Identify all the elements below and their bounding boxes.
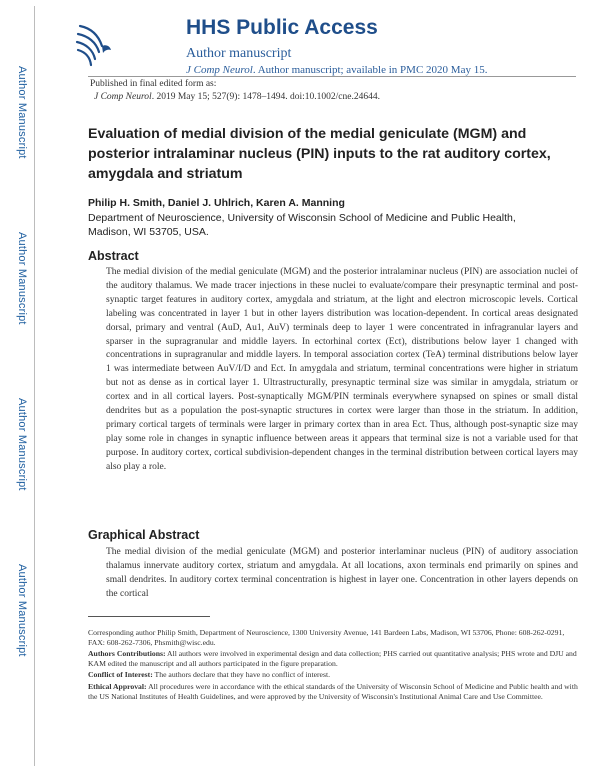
contributions-label: Authors Contributions: [88, 649, 166, 659]
author-contributions-note [88, 649, 580, 668]
graphical-abstract-text: The medial division of the medial geniculate (MGM) and posterior interlaminar nucleus (PIN) of auditory association thalamus innervate auditory cortex, striatum and amygdala. At all locations, axon terminals end primarily on spines and small dendrites. In auditory cortex terminal concentration is highest in layer one. Concentration in other layers depends on the cortical [106, 547, 578, 599]
ethical-approval-note [88, 682, 580, 701]
conflict-text: The authors declare that they have no conflict of interest. [152, 670, 331, 680]
article-title: Evaluation of medial division of the medial geniculate (MGM) and posterior intralaminar nucleus (PIN) inputs to the rat auditory cortex, amygdala and striatum [88, 126, 551, 182]
hhs-eagle-logo-icon [72, 16, 116, 72]
citation-journal: J Comp Neurol [94, 92, 152, 102]
author-list: Philip H. Smith, Daniel J. Uhlrich, Karen A. Manning [88, 197, 345, 209]
journal-name: J Comp Neurol [186, 64, 253, 76]
ethical-text: All procedures were in accordance with the ethical standards of the University of Wisconsin School of Medicine and Public health and with the US National Institutes of Health Guidelines, and were approved by the University of Wisconsin's Institutional Animal Care and Use Committee. [88, 681, 578, 701]
availability-text: . Author manuscript; available in PMC 2020 May 15. [252, 64, 488, 76]
graphical-abstract-heading: Graphical Abstract [88, 528, 200, 542]
corresponding-author-note: Corresponding author Philip Smith, Department of Neuroscience, 1300 University Avenue, 141 Bardeen Labs, Madison, WI 53706, Phone: 608-262-0291, FAX: 608-262-7306, Phsmith@wisc.edu. [88, 628, 565, 647]
author-manuscript-subtitle: Author manuscript [186, 46, 292, 61]
sidebar-author-manuscript-label: Author Manuscript [16, 232, 28, 325]
abstract-heading: Abstract [88, 249, 139, 263]
abstract-text: The medial division of the medial geniculate (MGM) and the posterior intralaminar nucleus (PIN) are association nuclei of the auditory thalamus. We made tracer injections in these nuclei to evaluate/compare their presynaptic terminal and post-synaptic target features in auditory cortex, amygdala and striatum, at the light and electron microscopic levels. Cortical labeling was concentrated in layer 1 but in other layers distribution was location-dependent. In cortical areas designated dorsal, primary and ventral (AuD, Au1, AuV) terminals deep to layer 1 were concentrated in infragranular layers and sparser in the supragranular and middle layers. In ectorhinal cortex (Ect), distributions below layer 1 changed with concentrations in supragranular and middle layers. In temporal association cortex (TeA) terminal distributions below layer 1 was intermediate between AuV/I/D and Ect. In amygdala and striatum, terminal concentrations were higher in striatum but not as dense as in cortical layer 1. Ultrastructurally, presynaptic terminal size was similar in amygdala, striatum or cortex and in all cortical layers. Post-synaptically MGM/PIN terminals everywhere synapsed on spines or small distal dendrites but as a population the post-synaptic structures in cortex were larger than those in the striatum. In addition, primary cortical targets of terminals were larger in primary cortex than in area Ect. Thus, although post-synaptic size may play some role in changes in synaptic influence between areas it appears that terminal size is not a variable used for that purpose. In auditory cortex, cortical subdivision-dependent changes in the terminal distribution between cortical layers may also play a role. [106, 267, 578, 472]
ethical-label: Ethical Approval: [88, 681, 147, 691]
published-in-label: Published in final edited form as: [90, 79, 217, 89]
header-rule [88, 76, 576, 77]
hhs-public-access-title: HHS Public Access [186, 16, 378, 39]
sidebar-author-manuscript-label: Author Manuscript [16, 398, 28, 491]
affiliation: Department of Neuroscience, University of Wisconsin School of Medicine and Public Health, Madison, WI 53705, USA. [88, 212, 516, 238]
sidebar-author-manuscript-label: Author Manuscript [16, 564, 28, 657]
sidebar-author-manuscript-label: Author Manuscript [16, 66, 28, 159]
conflict-label: Conflict of Interest: [88, 670, 153, 680]
footnotes [88, 628, 580, 703]
citation [94, 92, 380, 102]
footnote-rule [88, 616, 210, 617]
sidebar-divider [34, 6, 35, 766]
conflict-of-interest-note [88, 670, 580, 680]
citation-details[interactable]: . 2019 May 15; 527(9): 1478–1494. doi:10.1002/cne.24644. [151, 92, 380, 102]
contributions-text: All authors were involved in experimental design and data collection; PHS carried out quantitative analysis; PHS wrote and DJU and KAM edited the manuscript and all authors participated in the figure preparation. [88, 649, 577, 668]
hhs-header [58, 6, 578, 76]
availability-line [186, 64, 487, 76]
